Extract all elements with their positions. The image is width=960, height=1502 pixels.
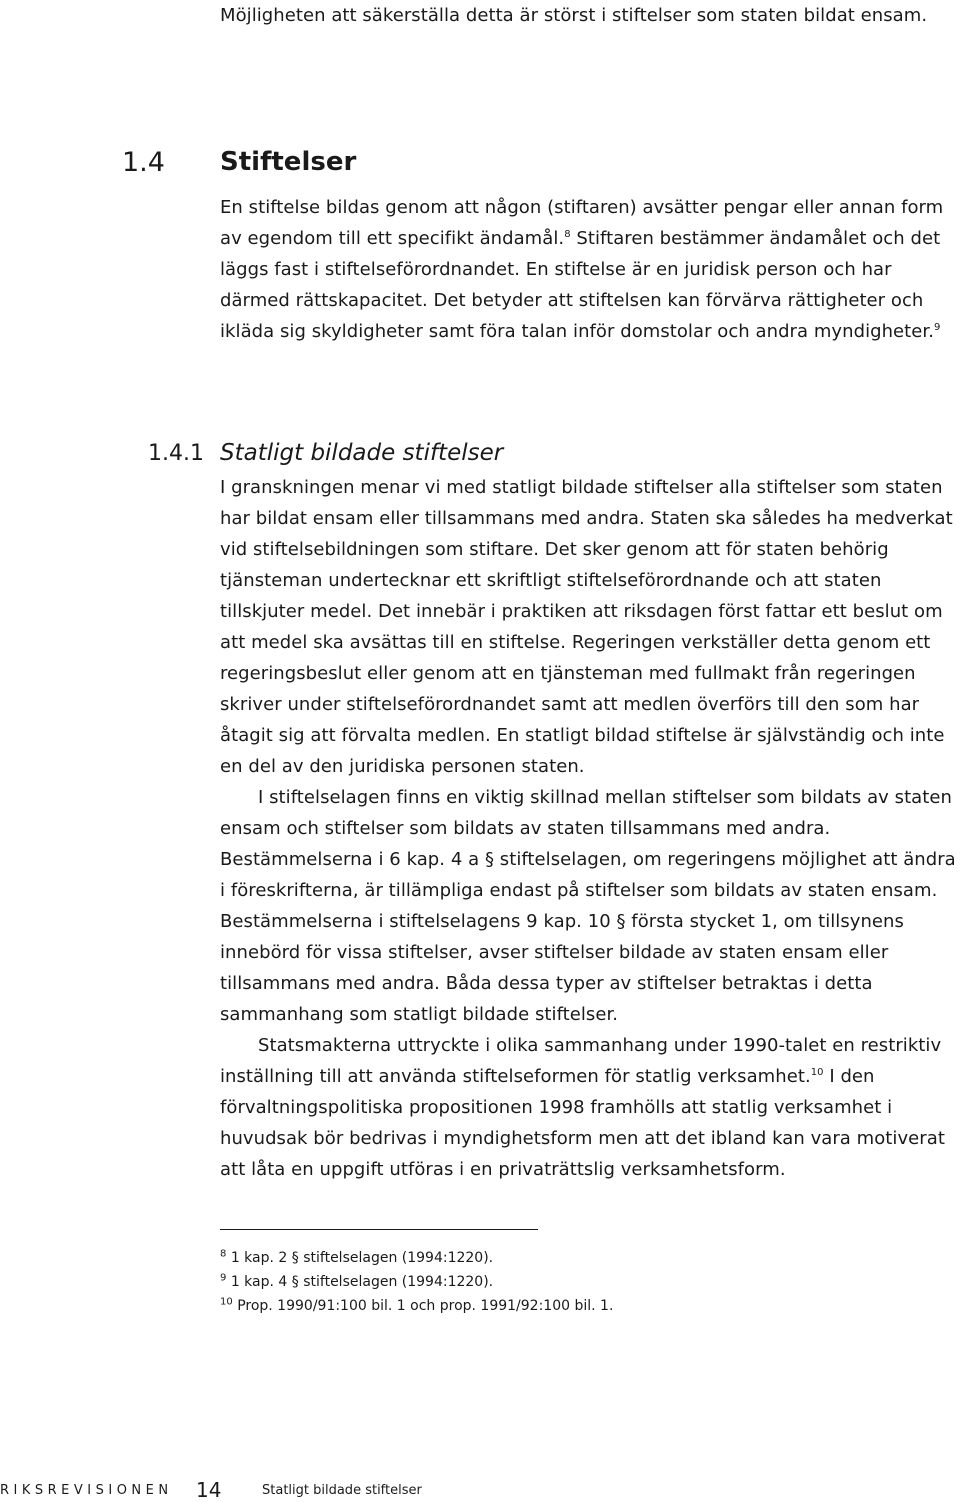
intro-text: Möjligheten att säkerställa detta är störst i stiftelser som staten bildat ensam. xyxy=(220,5,928,26)
section-number: 1.4 xyxy=(122,147,165,178)
subsection-body xyxy=(220,472,960,1185)
subsection-paragraph-3 xyxy=(220,1030,960,1185)
footnote-divider xyxy=(220,1229,538,1230)
page-footer xyxy=(0,1478,960,1502)
subsection-paragraph-3-text-a: Statsmakterna uttryckte i olika sammanhang under 1990-talet en restriktiv inställning till att använda stiftelseformen för statlig verksamhet. xyxy=(220,1035,942,1087)
footnote-8 xyxy=(220,1246,820,1270)
subsection-paragraph-3-text-b: I den förvaltningspolitiska propositionen 1998 framhölls att statlig verksamhet i huvudsak bör bedrivas i myndighetsform men att det ibland kan vara motiverat att låta en uppgift utföras i en privaträttslig verksamhetsform. xyxy=(220,1066,945,1180)
section-paragraph xyxy=(220,192,960,347)
intro-paragraph xyxy=(220,0,960,31)
footnote-ref-10[interactable]: 10 xyxy=(810,1067,824,1078)
footnote-number: 8 xyxy=(220,1248,227,1260)
footnote-ref-8[interactable]: 8 xyxy=(564,229,571,240)
footnote-text: Prop. 1990/91:100 bil. 1 och prop. 1991/92:100 bil. 1. xyxy=(237,1298,614,1314)
subsection-number: 1.4.1 xyxy=(148,441,204,466)
section-title: Stiftelser xyxy=(220,147,357,177)
footnote-10 xyxy=(220,1294,820,1318)
page-number: 14 xyxy=(196,1478,222,1502)
footnote-9 xyxy=(220,1270,820,1294)
footnote-ref-9[interactable]: 9 xyxy=(933,322,941,333)
footer-organization: RIKSREVISIONEN xyxy=(0,1483,173,1498)
section-paragraph-text-b: Stiftaren bestämmer ändamålet och det läggs fast i stiftelseförordnandet. En stiftelse är en juridisk person och har därmed rättskapacitet. Det betyder att stiftelsen kan förvärva rättigheter och ikläda sig skyldigheter samt föra talan inför domstolar och andra myndigheter. xyxy=(220,228,941,342)
footnote-number: 9 xyxy=(220,1272,227,1284)
footnote-text: 1 kap. 4 § stiftelselagen (1994:1220). xyxy=(230,1274,494,1290)
footer-document-title: Statligt bildade stiftelser xyxy=(262,1483,422,1498)
subsection-paragraph-1: I granskningen menar vi med statligt bildade stiftelser alla stiftelser som staten har bildat ensam eller tillsammans med andra. Staten ska således ha medverkat vid stiftelsebildningen som stiftare. Det sker genom att för staten behörig tjänsteman undertecknar ett skriftligt stiftelseförordnande och att staten tillskjuter medel. Det innebär i praktiken att riksdagen först fattar ett beslut om att medel ska avsättas till en stiftelse. Regeringen verkställer detta genom ett regeringsbeslut eller genom att en tjänsteman med fullmakt från regeringen skriver under stiftelseförordnandet samt att medlen överförs till den som har åtagit sig att förvalta medlen. En statligt bildad stiftelse är självständig och inte en del av den juridiska personen staten. xyxy=(220,477,953,777)
subsection-title: Statligt bildade stiftelser xyxy=(220,440,504,466)
subsection-paragraph-2: I stiftelselagen finns en viktig skillnad mellan stiftelser som bildats av staten ensam och stiftelser som bildats av staten tillsammans med andra. Bestämmelserna i 6 kap. 4 a § stiftelselagen, om regeringens möjlighet att ändra i föreskrifterna, är tillämpliga endast på stiftelser som bildats av staten ensam. Bestämmelserna i stiftelselagens 9 kap. 10 § första stycket 1, om tillsynens innebörd för vissa stiftelser, avser stiftelser bildade av staten ensam eller tillsammans med andra. Båda dessa typer av stiftelser betraktas i detta sammanhang som statligt bildade stiftelser. xyxy=(220,787,956,1025)
footnote-number: 10 xyxy=(220,1296,233,1308)
footnotes xyxy=(220,1246,820,1318)
footnote-text: 1 kap. 2 § stiftelselagen (1994:1220). xyxy=(230,1250,494,1266)
section-paragraph-text-a: En stiftelse bildas genom att någon (stiftaren) avsätter pengar eller annan form av egendom till ett specifikt ändamål. xyxy=(220,197,944,249)
